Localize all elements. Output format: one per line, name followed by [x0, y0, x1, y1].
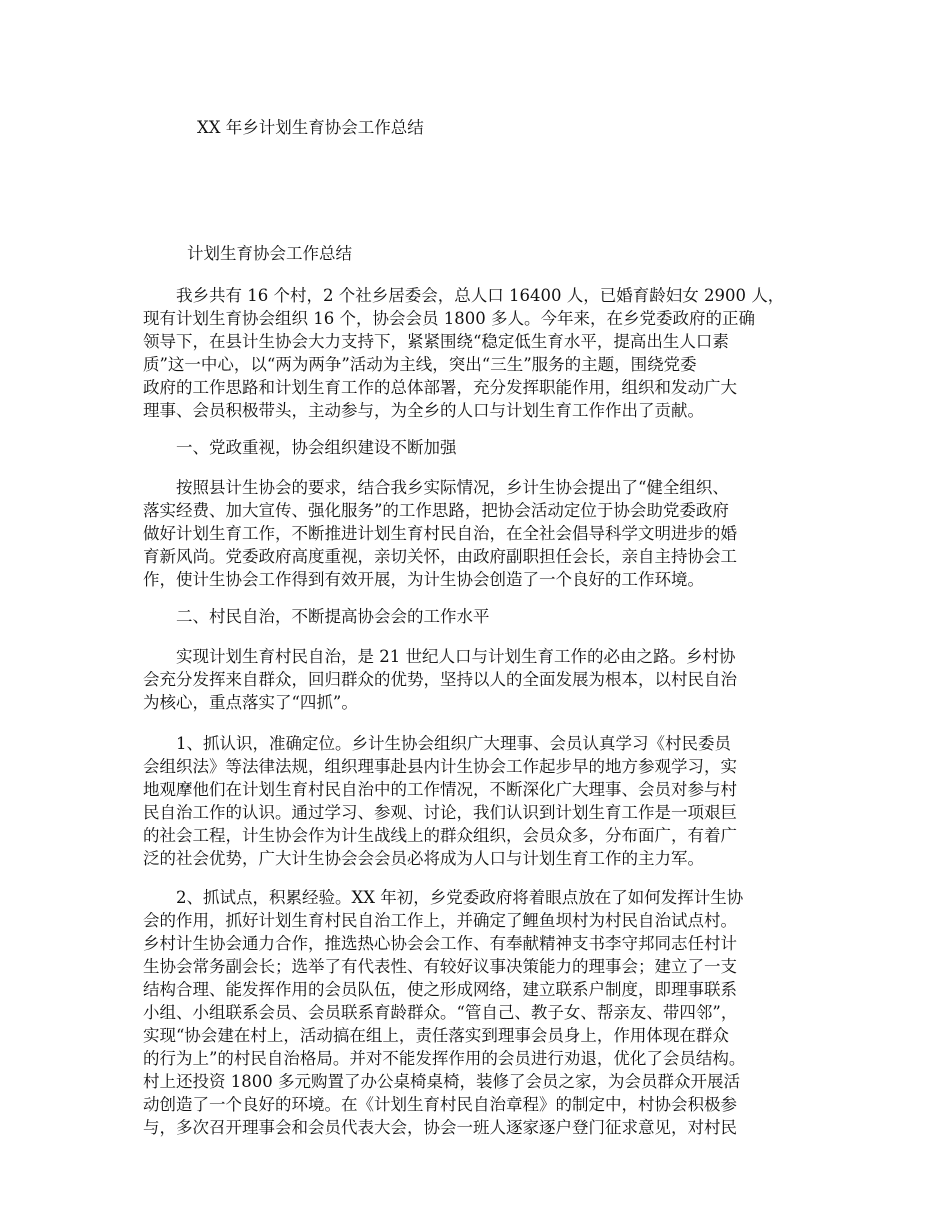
paragraph-line: 民自治工作的认识。通过学习、参观、讨论，我们认识到计划生育工作是一项艰巨	[143, 803, 737, 822]
paragraph-line: 小组、小组联系会员、会员联系育龄群众。“管自己、教子女、帮亲友、带四邻”，	[143, 1003, 738, 1022]
paragraph-line: 理事、会员积极带头，主动参与，为全乡的人口与计划生育工作作出了贡献。	[143, 401, 704, 420]
paragraph-line: 泛的社会优势，广大计生协会会会员必将成为人口与计划生育工作的主力军。	[143, 849, 704, 868]
paragraph-line: 实现计划生育村民自治，是 21 世纪人口与计划生育工作的必由之路。乡村协	[143, 647, 736, 666]
paragraph-line: 的行为上”的村民自治格局。并对不能发挥作用的会员进行劝退，优化了会员结构。	[143, 1049, 746, 1068]
paragraph-line: 作，使计生协会工作得到有效开展，为计生协会创造了一个良好的工作环境。	[143, 570, 704, 589]
paragraph-line: 做好计划生育工作，不断推进计划生育村民自治，在全社会倡导科学文明进步的婚	[143, 524, 737, 543]
paragraph-line: 乡村计生协会通力合作，推选热心协会会工作、有奉献精神支书李守邦同志任村计	[143, 934, 737, 953]
paragraph-line: 会充分发挥来自群众，回归群众的优势，坚持以人的全面发展为根本，以村民自治	[143, 670, 737, 689]
paragraph-line: 落实经费、加大宣传、强化服务”的工作思路，把协会活动定位于协会助党委政府	[143, 501, 729, 520]
paragraph-line: 2、抓试点，积累经验。XX 年初，乡党委政府将着眼点放在了如何发挥计生协	[143, 888, 744, 907]
paragraph-line: 按照县计生协会的要求，结合我乡实际情况，乡计生协会提出了“健全组织、	[143, 478, 729, 497]
paragraph-line: 生协会常务副会长；选举了有代表性、有较好议事决策能力的理事会；建立了一支	[143, 957, 737, 976]
section-heading: 计划生育协会工作总结	[187, 244, 352, 263]
paragraph-line: 政府的工作思路和计划生育工作的总体部署，充分发挥职能作用，组织和发动广大	[143, 378, 737, 397]
paragraph-line: 会组织法》等法律法规，组织理事赴县内计生协会工作起步早的地方参观学习，实	[143, 757, 737, 776]
paragraph-line: 与，多次召开理事会和会员代表大会，协会一班人逐家逐户登门征求意见，对村民	[143, 1118, 737, 1137]
paragraph-line: 现有计划生育协会组织 16 个，协会会员 1800 多人。今年来，在乡党委政府的正确	[143, 309, 755, 328]
paragraph-line: 动创造了一个良好的环境。在《计划生育村民自治章程》的制定中，村协会积极参	[143, 1095, 737, 1114]
paragraph-line: 1、抓认识，准确定位。乡计生协会组织广大理事、会员认真学习《村民委员	[143, 734, 731, 753]
paragraph-line: 我乡共有 16 个村，2 个社乡居委会，总人口 16400 人，已婚育龄妇女 2900 人，	[143, 286, 785, 305]
paragraph-line: 村上还投资 1800 多元购置了办公桌椅桌椅，装修了会员之家，为会员群众开展活	[143, 1072, 740, 1091]
paragraph-line: 为核心，重点落实了“四抓”。	[143, 693, 358, 712]
section-heading: 一、党政重视，协会组织建设不断加强	[143, 438, 457, 457]
paragraph-line: 实现“协会建在村上，活动搞在组上，责任落实到理事会员身上，作用体现在群众	[143, 1026, 729, 1045]
paragraph-line: 会的作用，抓好计划生育村民自治工作上，并确定了鲤鱼坝村为村民自治试点村。	[143, 911, 737, 930]
paragraph-line: 育新风尚。党委政府高度重视，亲切关怀，由政府副职担任会长，亲自主持协会工	[143, 547, 737, 566]
paragraph-line: 结构合理、能发挥作用的会员队伍，使之形成网络，建立联系户制度，即理事联系	[143, 980, 737, 999]
paragraph-line: 质”这一中心，以“两为两争”活动为主线，突出“三生”服务的主题，围绕党委	[143, 355, 697, 374]
section-heading: 二、村民自治，不断提高协会会的工作水平	[143, 607, 490, 626]
paragraph-line: 地观摩他们在计划生育村民自治中的工作情况，不断深化广大理事、会员对参与村	[143, 780, 737, 799]
paragraph-line: 领导下，在县计生协会大力支持下，紧紧围绕“稳定低生育水平，提高出生人口素	[143, 332, 729, 351]
paragraph-line: 的社会工程，计生协会作为计生战线上的群众组织，会员众多，分布面广，有着广	[143, 826, 737, 845]
document-title: XX 年乡计划生育协会工作总结	[197, 118, 424, 137]
